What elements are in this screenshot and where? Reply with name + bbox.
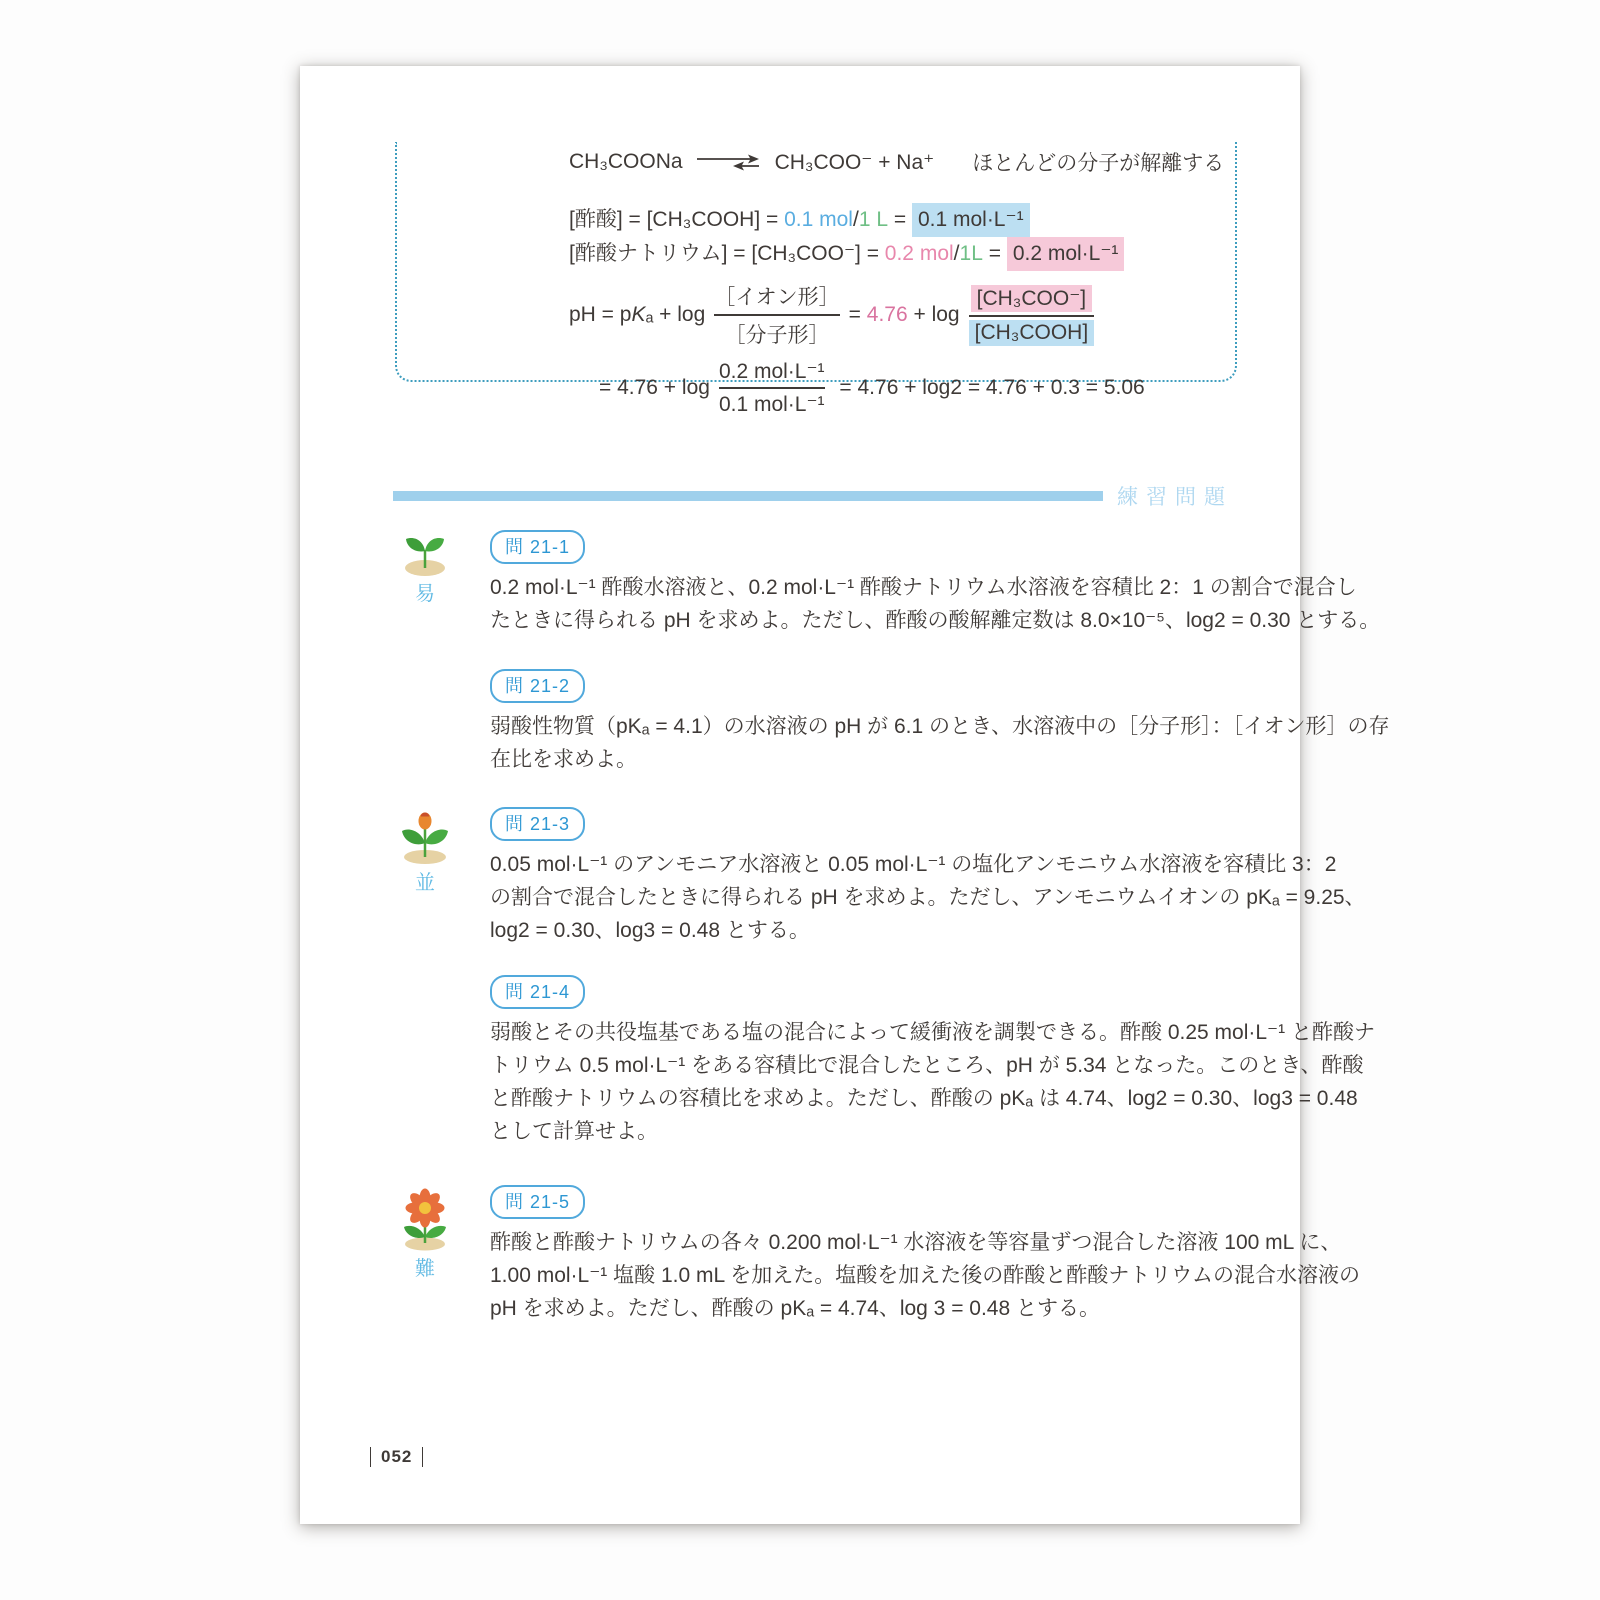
problem-21-5 bbox=[393, 1185, 1361, 1325]
difficulty-easy bbox=[393, 532, 457, 606]
calc-fraction bbox=[719, 359, 825, 417]
page-number bbox=[370, 1447, 423, 1467]
difficulty-label: 並 bbox=[415, 872, 435, 894]
problem-text bbox=[490, 571, 1381, 637]
calc-lead: = 4.76 + log bbox=[599, 376, 710, 399]
acetic-acid-concentration bbox=[569, 203, 1225, 237]
difficulty-label: 難 bbox=[415, 1258, 435, 1280]
page-number-bar bbox=[422, 1447, 423, 1467]
problem-badge: 問 21-3 bbox=[490, 807, 585, 841]
conc-salt-amount: 0.2 mol bbox=[884, 242, 954, 265]
problem-21-1 bbox=[393, 530, 1381, 637]
hh-fraction-generic bbox=[714, 281, 839, 349]
reaction-right: CH₃COO⁻ + Na⁺ bbox=[774, 150, 935, 174]
calc-frac-denominator: 0.1 mol·L⁻¹ bbox=[718, 393, 825, 416]
problem-badge: 問 21-1 bbox=[490, 530, 585, 564]
ph-calculation-line bbox=[599, 359, 1225, 417]
problem-badge: 問 21-4 bbox=[490, 975, 585, 1009]
hh-K: K bbox=[631, 303, 646, 326]
problem-text-line: と酢酸ナトリウムの容積比を求めよ。ただし、酢酸の pKₐ は 4.74、log2 = 0.30、log3 = 0.48 bbox=[490, 1087, 1358, 1110]
problem-text-line: log2 = 0.30、log3 = 0.48 とする。 bbox=[490, 919, 810, 942]
problem-text-line: トリウム 0.5 mol·L⁻¹ をある容積比で混合したところ、pH が 5.34 となった。このとき、酢酸 bbox=[490, 1054, 1364, 1077]
calc-frac-numerator: 0.2 mol·L⁻¹ bbox=[718, 360, 825, 383]
problem-text bbox=[490, 710, 1390, 776]
conc-salt-slash: / bbox=[953, 242, 960, 265]
practice-problems-header bbox=[393, 481, 1233, 511]
conc-acid-result: 0.1 mol·L⁻¹ bbox=[912, 203, 1030, 237]
difficulty-label: 易 bbox=[415, 583, 435, 605]
section-divider-bar bbox=[393, 491, 1103, 501]
problem-text-line: pH を求めよ。ただし、酢酸の pKₐ = 4.74、log 3 = 0.48 とする。 bbox=[490, 1297, 1100, 1320]
buffer-example-box bbox=[395, 142, 1237, 416]
hh-fraction-species bbox=[969, 285, 1095, 346]
problem-text-line: 0.2 mol·L⁻¹ 酢酸水溶液と、0.2 mol·L⁻¹ 酢酸ナトリウム水溶液を容積比 2：1 の割合で混合し bbox=[490, 576, 1357, 599]
hh-ka-subscript: ₐ bbox=[645, 303, 654, 326]
book-page bbox=[300, 66, 1390, 1524]
hh-frac1-numerator: ［イオン形］ bbox=[714, 286, 840, 309]
hh-frac2-numerator: [CH₃COO⁻] bbox=[971, 285, 1092, 312]
page-number-bar bbox=[370, 1447, 371, 1467]
hh-pka-value: 4.76 bbox=[866, 303, 908, 326]
problem-21-2 bbox=[393, 669, 1390, 776]
conc-acid-equals: = bbox=[888, 208, 912, 231]
sprout-icon bbox=[400, 532, 450, 576]
section-title: 練習問題 bbox=[1117, 486, 1233, 509]
equilibrium-arrow-icon bbox=[695, 153, 763, 171]
hh-plus-log2: + log bbox=[907, 303, 960, 326]
problem-text-line: の割合で混合したときに得られる pH を求めよ。ただし、アンモニウムイオンの pKₐ = 9.25、 bbox=[490, 886, 1366, 909]
hh-equals: = bbox=[848, 303, 867, 326]
problem-text-line: 1.00 mol·L⁻¹ 塩酸 1.0 mL を加えた。塩酸を加えた後の酢酸と酢酸ナトリウムの混合水溶液の bbox=[490, 1264, 1361, 1287]
hh-frac1-denominator: ［分子形］ bbox=[724, 324, 830, 347]
calc-result: = 4.76 + log2 = 4.76 + 0.3 = 5.06 bbox=[833, 376, 1145, 399]
hh-frac2-denominator: [CH₃COOH] bbox=[969, 320, 1095, 346]
problem-text-line: 酢酸と酢酸ナトリウムの各々 0.200 mol·L⁻¹ 水溶液を等容量ずつ混合した溶液 100 mL に、 bbox=[490, 1231, 1342, 1254]
fraction-bar bbox=[714, 314, 839, 316]
seedling-icon bbox=[399, 809, 451, 865]
conc-salt-label: [酢酸ナトリウム] = [CH₃COO⁻] = bbox=[569, 242, 885, 265]
conc-salt-result: 0.2 mol·L⁻¹ bbox=[1007, 237, 1125, 271]
problem-21-3 bbox=[393, 807, 1366, 947]
conc-salt-volume: 1L bbox=[959, 242, 983, 265]
problem-text-line: たときに得られる pH を求めよ。ただし、酢酸の酸解離定数は 8.0×10⁻⁵、log2 = 0.30 とする。 bbox=[490, 609, 1381, 632]
conc-acid-volume: 1 L bbox=[858, 208, 889, 231]
problem-text-line: として計算せよ。 bbox=[490, 1120, 658, 1143]
reaction-note: ほとんどの分子が解離する bbox=[972, 152, 1225, 175]
hh-ph-equals-p: pH = p bbox=[569, 303, 632, 326]
problem-text-line: 在比を求めよ。 bbox=[490, 748, 637, 771]
difficulty-hard bbox=[393, 1187, 457, 1281]
reaction-left: CH₃COONa bbox=[569, 150, 683, 173]
flower-icon bbox=[397, 1187, 453, 1251]
conc-acid-slash: / bbox=[852, 208, 859, 231]
hh-plus-log: + log bbox=[653, 303, 706, 326]
problem-badge: 問 21-5 bbox=[490, 1185, 585, 1219]
conc-acid-amount: 0.1 mol bbox=[784, 208, 853, 231]
sodium-acetate-concentration bbox=[569, 237, 1225, 271]
conc-salt-equals: = bbox=[982, 242, 1007, 265]
problem-text-line: 弱酸性物質（pKₐ = 4.1）の水溶液の pH が 6.1 のとき、水溶液中の［分子形］：［イオン形］の存 bbox=[490, 715, 1390, 738]
problem-text-line: 弱酸とその共役塩基である塩の混合によって緩衝液を調製できる。酢酸 0.25 mol·L⁻¹ と酢酸ナ bbox=[490, 1021, 1375, 1044]
henderson-hasselbalch-equation bbox=[569, 281, 1225, 349]
difficulty-medium bbox=[393, 809, 457, 895]
page-number-value: 052 bbox=[381, 1447, 413, 1466]
conc-acid-label: [酢酸] = [CH₃COOH] = bbox=[569, 208, 785, 231]
dissociation-reaction bbox=[569, 147, 1225, 177]
fraction-bar bbox=[969, 315, 1095, 317]
problem-21-4 bbox=[393, 975, 1375, 1148]
problem-badge: 問 21-2 bbox=[490, 669, 585, 703]
problem-text bbox=[490, 848, 1366, 947]
problem-text-line: 0.05 mol·L⁻¹ のアンモニア水溶液と 0.05 mol·L⁻¹ の塩化アンモニウム水溶液を容積比 3：2 bbox=[490, 853, 1337, 876]
fraction-bar bbox=[719, 387, 825, 389]
problem-text bbox=[490, 1016, 1375, 1148]
problem-text bbox=[490, 1226, 1361, 1325]
